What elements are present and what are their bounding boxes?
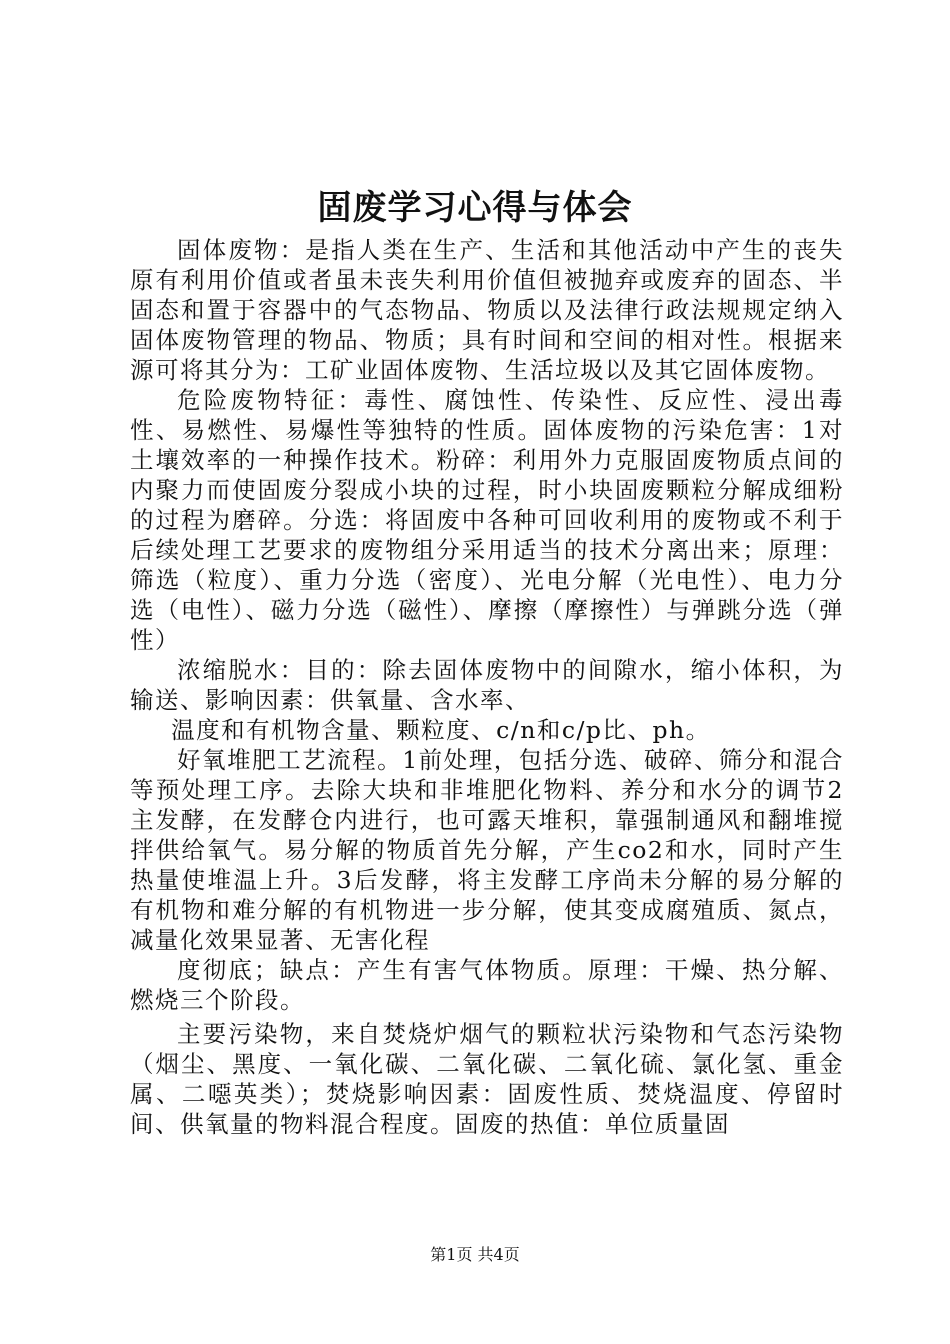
page-title: 固废学习心得与体会 [317, 188, 633, 228]
paragraph-composting-process: 好氧堆肥工艺流程。1前处理，包括分选、破碎、筛分和混合等预处理工序。去除大块和非堆肥化物料、养分和水分的调节2主发酵，在发酵仓内进行，也可露天堆积，靠强制通风和翻堆搅拌供给氧气。易分解的物质首先分解，产生co2和水，同时产生热量使堆温上升。3后发酵，将主发酵工序尚未分解的易分解的有机物和难分解的有机物进一步分解，使其变成腐殖质、氮点，减量化效果显著、无害化程 [130, 746, 844, 954]
paragraph-drawbacks: 度彻底；缺点：产生有害气体物质。原理：干燥、热分解、燃烧三个阶段。 [130, 956, 844, 1014]
paragraph-dewatering: 浓缩脱水：目的：除去固体废物中的间隙水，缩小体积，为输送、影响因素：供氧量、含水率、 [130, 656, 844, 714]
document-body [130, 235, 844, 1139]
paragraph-hazard-characteristics: 危险废物特征：毒性、腐蚀性、传染性、反应性、浸出毒性、易燃性、易爆性等独特的性质。固体废物的污染危害：1对土壤效率的一种操作技术。粉碎：利用外力克服固废物质点间的内聚力而使固废分裂成小块的过程，时小块固废颗粒分解成细粉的过程为磨碎。分选：将固废中各种可回收利用的废物或不利于后续处理工艺要求的废物组分采用适当的技术分离出来；原理：筛选（粒度）、重力分选（密度）、光电分解（光电性）、电力分选（电性）、磁力分选（磁性）、摩擦（摩擦性）与弹跳分选（弹性） [130, 386, 844, 654]
paragraph-influence-factors: 温度和有机物含量、颗粒度、c/n和c/p比、ph。 [171, 716, 711, 744]
paragraph-definition: 固体废物：是指人类在生产、生活和其他活动中产生的丧失原有利用价值或者虽未丧失利用价值但被抛弃或废弃的固态、半固态和置于容器中的气态物品、物质以及法律行政法规规定纳入固体废物管理的物品、物质；具有时间和空间的相对性。根据来源可将其分为：工矿业固体废物、生活垃圾以及其它固体废物。 [130, 236, 844, 384]
paragraph-pollutants: 主要污染物，来自焚烧炉烟气的颗粒状污染物和气态污染物（烟尘、黑度、一氧化碳、二氧化碳、二氧化硫、氯化氢、重金属、二噁英类）；焚烧影响因素：固废性质、焚烧温度、停留时间、供氧量的物料混合程度。固废的热值：单位质量固 [130, 1020, 844, 1138]
page-footer: 第1页 共4页 [430, 1245, 520, 1264]
